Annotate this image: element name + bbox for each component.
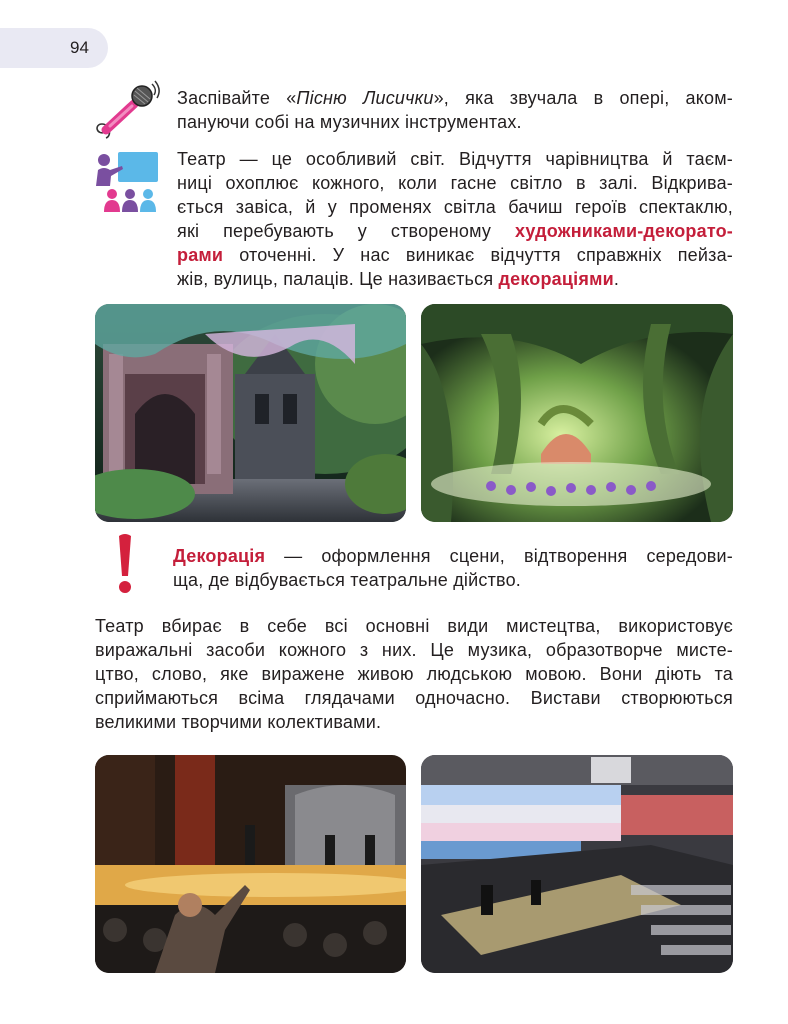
theatre-intro-line: Театр — це особливий світ. Відчуття чарівництва й таєм- bbox=[177, 149, 733, 169]
page-number-tab bbox=[0, 28, 108, 68]
term-set-designers-end: рами bbox=[177, 245, 224, 265]
definition-text: — оформлення сцени, відтворення середови- bbox=[265, 546, 733, 566]
song-title: Пісню Лисички bbox=[296, 88, 434, 108]
theatre-arts-line: цтво, слово, яке виражене живою людською мовою. Вони діють та bbox=[95, 664, 733, 684]
opera-rehearsal-photo bbox=[95, 755, 406, 973]
sing-task-line: пануючи собі на музичних інструментах. bbox=[177, 112, 522, 132]
definition-line: ща, де відбувається театральне дійство. bbox=[173, 570, 521, 590]
palace-stage-set-photo bbox=[95, 304, 406, 522]
exclamation-icon bbox=[110, 532, 140, 596]
theatre-arts-paragraph bbox=[95, 614, 733, 734]
term-decorations: декораціями bbox=[498, 269, 614, 289]
theatre-intro-text: які перебувають у створеному bbox=[177, 221, 515, 241]
theatre-arts-line: Театр вбирає в себе всі основні види мистецтва, використовує bbox=[95, 616, 733, 636]
concert-hall-choir-photo bbox=[421, 755, 733, 973]
sing-task-text: », яка звучала в опері, аком- bbox=[433, 88, 733, 108]
sing-task-text: Заспівайте « bbox=[177, 88, 297, 108]
page-number: 94 bbox=[70, 38, 89, 57]
theatre-arts-line: великими творчими колективами. bbox=[95, 712, 382, 732]
definition-term: Декорація bbox=[173, 546, 266, 566]
definition-paragraph bbox=[173, 544, 733, 592]
microphone-icon bbox=[92, 80, 160, 142]
teacher-presentation-icon bbox=[92, 150, 160, 214]
theatre-intro-line: ється завіса, й у променях світла бачиш героїв спектаклю, bbox=[177, 197, 733, 217]
theatre-intro-text: жів, вулиць, палаців. Це називається bbox=[177, 269, 499, 289]
forest-stage-set-photo bbox=[421, 304, 733, 522]
theatre-arts-line: виражальні засоби кожного з них. Це музика, образотворче мисте- bbox=[95, 640, 733, 660]
sing-task-paragraph bbox=[177, 86, 733, 134]
theatre-intro-line: ниці охоплює кожного, коли гасне світло в залі. Відкрива- bbox=[177, 173, 733, 193]
theatre-intro-text: оточенні. У нас виникає відчуття справжніх пейза- bbox=[223, 245, 733, 265]
theatre-arts-line: сприймаються всіма глядачами одночасно. Вистави створюються bbox=[95, 688, 733, 708]
theatre-intro-paragraph bbox=[177, 147, 733, 291]
theatre-intro-text: . bbox=[613, 269, 620, 289]
term-set-designers: художниками-декорато- bbox=[514, 221, 733, 241]
